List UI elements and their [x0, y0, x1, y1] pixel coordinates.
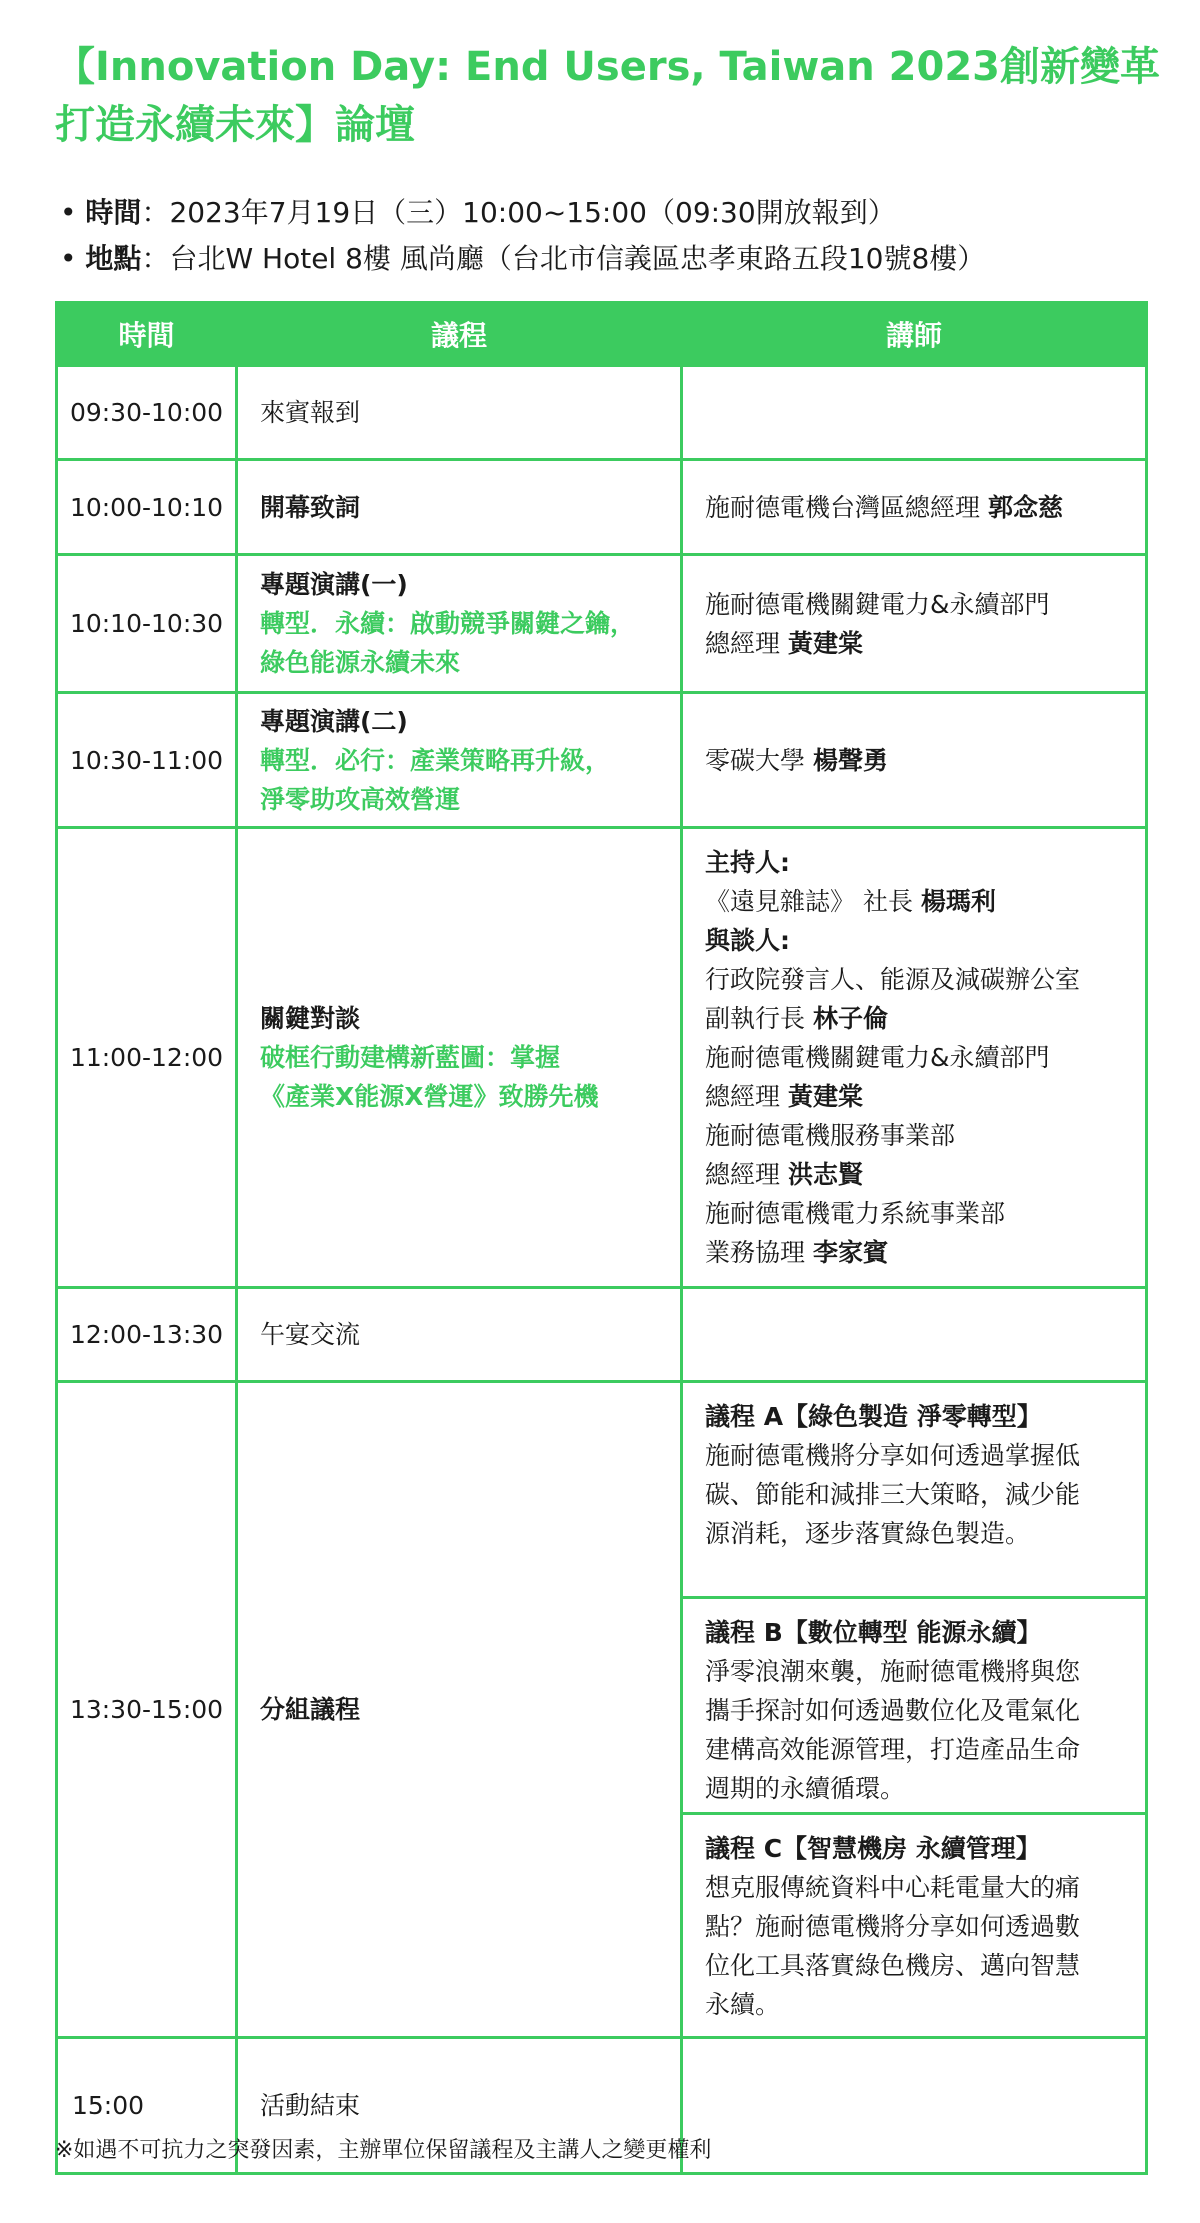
speaker-title: 施耐德電機關鍵電力&永續部門 [705, 1043, 1050, 1072]
table-row [57, 555, 1147, 693]
agenda-topic-line: 《產業X能源X營運》致勝先機 [260, 1082, 599, 1111]
agenda-heading: 關鍵對談 [260, 1004, 361, 1033]
row-agenda: 開幕致詞 [237, 460, 682, 555]
footnote: ※如遇不可抗力之突發因素，主辦單位保留議程及主講人之變更權利 [55, 2138, 712, 2163]
row-time: 10:30-11:00 [57, 693, 237, 828]
session-desc-line: 碳、節能和減排三大策略，減少能 [705, 1480, 1081, 1509]
speaker-name: 黃建棠 [787, 1082, 863, 1111]
speaker-title: 副執行長 [705, 1004, 813, 1033]
table-row [57, 1288, 1147, 1382]
session-desc-line: 攜手探討如何透過數位化及電氣化 [705, 1696, 1081, 1725]
agenda-topic-line: 破框行動建構新藍圖：掌握 [260, 1043, 561, 1072]
agenda-heading: 專題演講(一) [260, 570, 408, 599]
row-agenda: 來賓報到 [237, 366, 682, 460]
table-header-row [57, 303, 1147, 366]
row-time: 11:00-12:00 [57, 828, 237, 1288]
moderator-heading: 主持人: [705, 848, 790, 877]
speaker-title: 《遠見雜誌》 社長 [705, 887, 921, 916]
time-label: 時間 [85, 196, 142, 229]
session-desc-line: 淨零浪潮來襲，施耐德電機將與您 [705, 1657, 1081, 1686]
speaker-title: 施耐德電機關鍵電力&永續部門 [705, 589, 1050, 619]
speaker-line [705, 1077, 1123, 1116]
speaker-name: 黃建棠 [787, 628, 863, 658]
session-desc-line: 週期的永續循環。 [705, 1774, 906, 1803]
agenda-heading: 專題演講(二) [260, 706, 408, 736]
session-c [683, 1815, 1145, 2033]
row-time: 12:00-13:30 [57, 1288, 237, 1382]
row-speaker [682, 2038, 1147, 2174]
session-desc-line: 位化工具落實綠色機房、邁向智慧 [705, 1951, 1081, 1980]
session-desc-line: 點？施耐德電機將分享如何透過數 [705, 1912, 1081, 1941]
agenda-topic-line: 淨零助攻高效營運 [260, 784, 461, 814]
agenda-topic-line: 綠色能源永續未來 [260, 648, 461, 677]
row-time: 10:10-10:30 [57, 555, 237, 693]
speaker-name: 楊瑪利 [920, 887, 996, 916]
breakout-sessions [682, 1382, 1147, 2038]
row-agenda: 分組議程 [237, 1382, 682, 2038]
header-speaker: 講師 [682, 303, 1147, 366]
speaker-name: 林子倫 [812, 1004, 888, 1033]
speaker-line [705, 882, 1123, 921]
session-b [683, 1599, 1145, 1815]
session-desc-line: 源消耗，逐步落實綠色製造。 [705, 1519, 1031, 1548]
agenda-table [55, 301, 1148, 2175]
page-title: 【Innovation Day: End Users, Taiwan 2023創新變革打造永續未來】論壇 [55, 44, 1160, 148]
agenda-topic-line: 轉型．永續：啟動競爭關鍵之鑰， [260, 609, 636, 638]
row-speaker [682, 1288, 1147, 1382]
row-agenda [237, 693, 682, 828]
row-speaker [682, 460, 1147, 555]
row-speaker [682, 828, 1147, 1288]
row-speaker [682, 366, 1147, 460]
row-speaker [682, 555, 1147, 693]
event-time-line: • 時間：2023年7月19日（三）10:00~15:00（09:30開放報到） [60, 196, 896, 229]
event-info [60, 190, 985, 282]
place-label: 地點 [85, 242, 142, 275]
speaker-title: 總經理 [705, 1160, 788, 1189]
header-time: 時間 [57, 303, 237, 366]
row-time: 10:00-10:10 [57, 460, 237, 555]
row-agenda: 午宴交流 [237, 1288, 682, 1382]
speaker-title: 行政院發言人、能源及減碳辦公室 [705, 965, 1081, 994]
session-desc-line: 想克服傳統資料中心耗電量大的痛 [705, 1873, 1081, 1902]
session-title: 議程 A【綠色製造 淨零轉型】 [705, 1402, 1042, 1431]
speaker-title: 零碳大學 [705, 745, 813, 775]
speaker-title: 施耐德電機服務事業部 [705, 1121, 956, 1150]
row-agenda [237, 828, 682, 1288]
speaker-name: 郭念慈 [987, 492, 1063, 522]
speaker-title: 總經理 [705, 1082, 788, 1111]
time-value: 2023年7月19日（三）10:00~15:00（09:30開放報到） [169, 196, 896, 229]
speaker-name: 楊聲勇 [812, 745, 888, 775]
table-row [57, 460, 1147, 555]
row-agenda: 活動結束 [237, 2038, 682, 2174]
panelist-heading: 與談人: [705, 926, 790, 955]
table-row [57, 366, 1147, 460]
session-a [683, 1383, 1145, 1599]
speaker-name: 洪志賢 [787, 1160, 863, 1189]
session-title: 議程 B【數位轉型 能源永續】 [705, 1618, 1042, 1647]
speaker-title: 施耐德電機電力系統事業部 [705, 1199, 1006, 1228]
header-agenda: 議程 [237, 303, 682, 366]
session-desc-line: 永續。 [705, 1990, 781, 2019]
place-value: 台北W Hotel 8樓 風尚廳（台北市信義區忠孝東路五段10號8樓） [169, 242, 986, 275]
speaker-title: 業務協理 [705, 1238, 813, 1267]
event-place-line: • 地點：台北W Hotel 8樓 風尚廳（台北市信義區忠孝東路五段10號8樓） [60, 242, 986, 275]
row-time: 13:30-15:00 [57, 1382, 237, 2038]
session-desc-line: 施耐德電機將分享如何透過掌握低 [705, 1441, 1081, 1470]
row-speaker [682, 693, 1147, 828]
speaker-line [705, 1155, 1123, 1194]
table-row [57, 828, 1147, 1288]
speaker-name: 李家賓 [812, 1238, 888, 1267]
speaker-line [705, 999, 1123, 1038]
speaker-line [705, 624, 1123, 663]
row-time: 09:30-10:00 [57, 366, 237, 460]
speaker-title: 施耐德電機台灣區總經理 [705, 492, 988, 522]
session-title: 議程 C【智慧機房 永續管理】 [705, 1834, 1041, 1863]
table-row [57, 1382, 1147, 2038]
speaker-line [705, 1233, 1123, 1272]
speaker-title: 總經理 [705, 628, 788, 658]
agenda-topic-line: 轉型．必行：產業策略再升級， [260, 745, 611, 775]
row-time: 15:00 [57, 2038, 237, 2174]
table-row [57, 693, 1147, 828]
row-agenda [237, 555, 682, 693]
session-desc-line: 建構高效能源管理，打造產品生命 [705, 1735, 1081, 1764]
